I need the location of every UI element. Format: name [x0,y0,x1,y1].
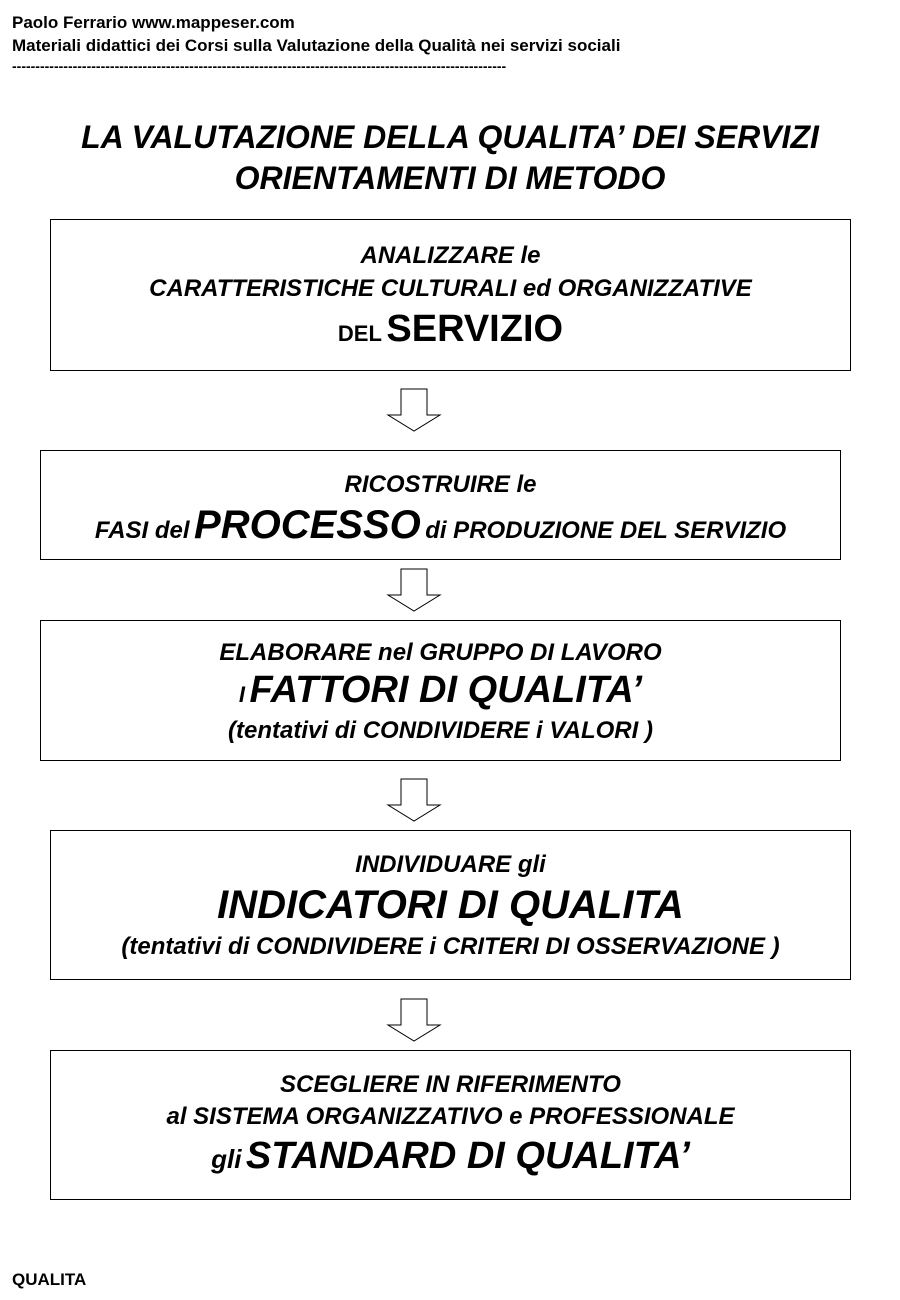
down-arrow-icon [386,776,444,824]
down-arrow-icon [386,566,444,614]
step-1-line-3 [51,308,850,351]
step-5-big-text: STANDARD DI QUALITA’ [245,1135,690,1177]
step-3-small-text: I [238,682,245,707]
step-4-line-1: INDIVIDUARE gli [355,851,546,878]
step-1-big-text: SERVIZIO [386,308,564,350]
step-3-line-3: (tentativi di CONDIVIDERE i VALORI ) [228,717,653,744]
step-5-small-text: gli [211,1144,242,1174]
down-arrow-icon [386,996,444,1044]
header-author: Paolo Ferrario www.mappeser.com [12,13,295,32]
down-arrow-icon [386,386,444,434]
step-2-big-text: PROCESSO [194,503,421,547]
step-3-line-1: ELABORARE nel GRUPPO DI LAVORO [219,639,662,666]
step-box-ricostruire [40,450,841,560]
step-3-big-text: FATTORI DI QUALITA’ [249,669,643,711]
step-box-scegliere [50,1050,851,1200]
step-2-pre-text: FASI del [94,517,190,544]
step-1-line-1: ANALIZZARE le [360,242,541,269]
step-5-line-3 [51,1135,850,1178]
step-4-line-3: (tentativi di CONDIVIDERE i CRITERI DI OSSERVAZIONE ) [121,933,780,960]
step-5-line-1: SCEGLIERE IN RIFERIMENTO [280,1071,621,1098]
header-subtitle: Materiali didattici dei Corsi sulla Valutazione della Qualità nei servizi sociali [12,36,621,55]
step-3-line-2 [41,669,840,712]
page-subtitle: ORIENTAMENTI DI METODO [234,160,666,196]
step-4-line-2: INDICATORI DI QUALITA [217,883,684,927]
step-box-elaborare [40,620,841,761]
step-2-line-2 [41,503,840,548]
header-rule: ---------------------------------------------------------------------------------------------------------- [12,58,507,74]
footer-label: QUALITA [12,1270,87,1289]
page-title: LA VALUTAZIONE DELLA QUALITA’ DEI SERVIZI [81,119,819,155]
step-1-small-text: DEL [337,321,382,346]
step-2-post-text: di PRODUZIONE DEL SERVIZIO [425,517,787,544]
step-2-line-1: RICOSTRUIRE le [344,471,537,498]
step-box-analizzare [50,219,851,371]
step-1-line-2: CARATTERISTICHE CULTURALI ed ORGANIZZATIVE [149,275,752,302]
step-box-individuare [50,830,851,980]
step-5-line-2: al SISTEMA ORGANIZZATIVO e PROFESSIONALE [166,1103,735,1130]
